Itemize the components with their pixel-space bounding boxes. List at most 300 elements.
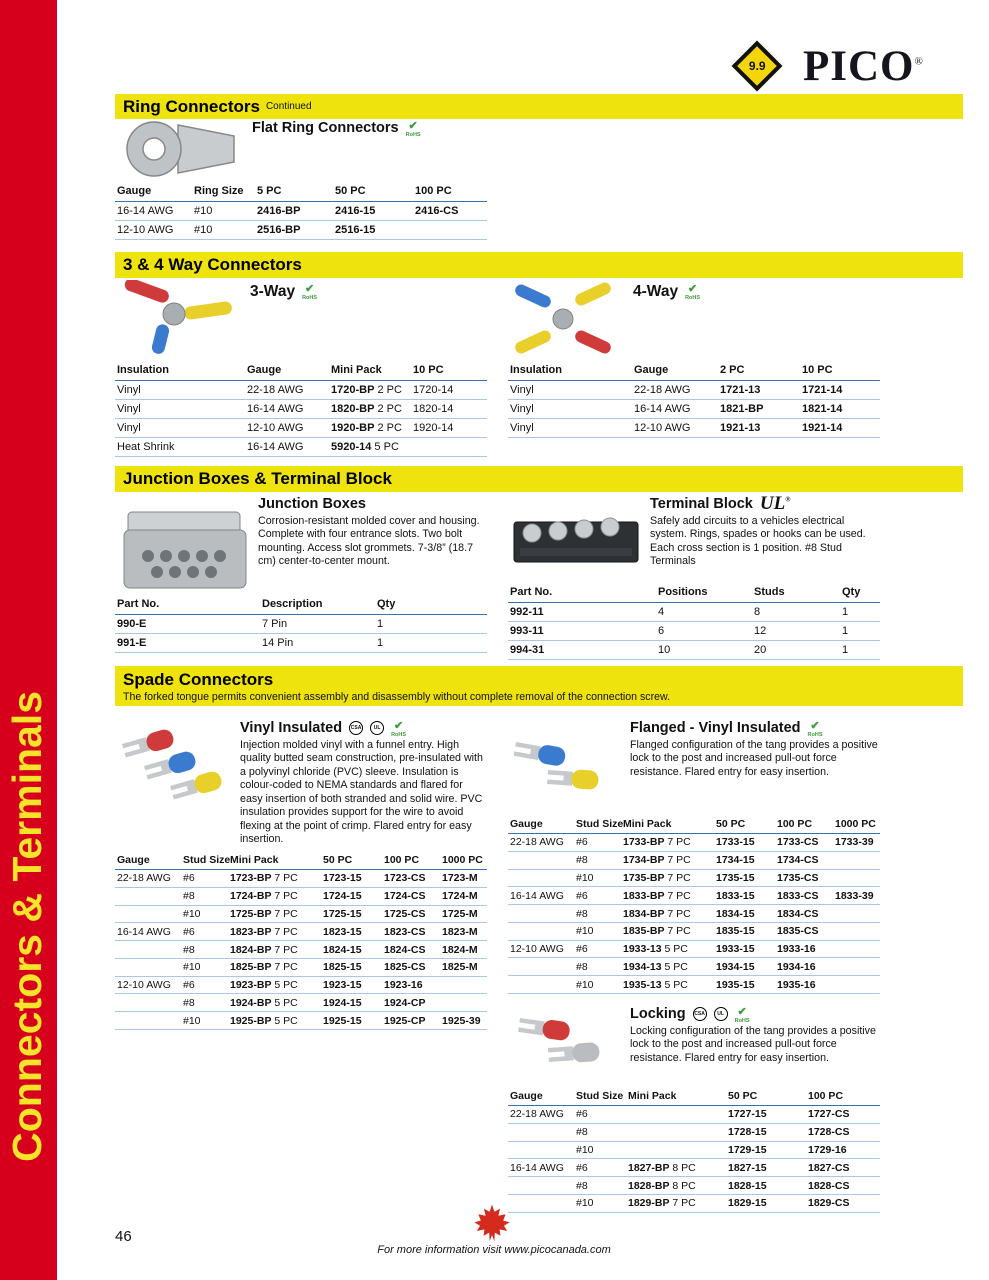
section-subtitle: The forked tongue permits convenient assembly and disassembly without complete removal of the connection screw. — [123, 691, 671, 703]
flat-ring-heading-row — [252, 120, 421, 139]
table-row — [115, 870, 487, 888]
flanged-heading-row — [630, 720, 823, 739]
table-cell: 1723-15 — [321, 870, 382, 888]
table-row — [508, 622, 880, 641]
table-cell: 1823-M — [440, 923, 487, 941]
table-row — [115, 221, 487, 240]
table-cell: 1920-14 — [411, 419, 487, 438]
column-header: Description — [260, 596, 375, 615]
table-row — [508, 381, 880, 400]
table-cell: 1725-CS — [382, 905, 440, 923]
ul-icon — [714, 1007, 728, 1021]
table-cell: #10 — [574, 976, 621, 994]
table-cell: 20 — [752, 641, 840, 660]
header-row — [115, 362, 487, 381]
table-cell: 1921-14 — [800, 419, 880, 438]
vinyl-spade-connectors-image — [118, 726, 238, 806]
table-cell: 1933-16 — [775, 940, 833, 958]
table-cell: #10 — [181, 958, 228, 976]
table-cell: #6 — [574, 1106, 626, 1124]
table-cell: 1835-15 — [714, 922, 775, 940]
table-cell: #6 — [574, 834, 621, 852]
flat-ring-table — [115, 183, 487, 240]
table-cell: 992-11 — [508, 603, 656, 622]
csa-icon — [349, 721, 363, 735]
table-cell: 1925-CP — [382, 1012, 440, 1030]
column-header: 2 PC — [718, 362, 800, 381]
table-row — [115, 958, 487, 976]
table-cell: #8 — [181, 887, 228, 905]
column-header: Stud Size — [574, 1088, 626, 1106]
vinyl-insulated-description: Injection molded vinyl with a funnel entry. High quality butted seam construction, pre-insulated with a polyvinyl chloride (PVC) sleeve. Insulation is colour-coded to NEMA standards and flared for easy insertion of both stranded and solid wire. PVC insulation provides support for the wire to avoid flexing at the point of crimp. Flared entry for easy insertion. — [240, 739, 483, 846]
table-cell: 1820-BP 2 PC — [329, 400, 411, 419]
table-cell: 1825-BP 7 PC — [228, 958, 321, 976]
table-cell: 22-18 AWG — [115, 870, 181, 888]
table-cell: 1828-15 — [726, 1177, 806, 1195]
table-cell: 12-10 AWG — [115, 976, 181, 994]
table-cell: #10 — [192, 221, 255, 240]
column-header: Studs — [752, 584, 840, 603]
column-header: 100 PC — [382, 852, 440, 870]
column-header: 50 PC — [321, 852, 382, 870]
section-banner-junction — [115, 466, 963, 492]
table-cell: 1723-CS — [382, 870, 440, 888]
table-cell: 16-14 AWG — [508, 887, 574, 905]
table-cell: 1933-13 5 PC — [621, 940, 714, 958]
column-header: Insulation — [115, 362, 245, 381]
table-row — [115, 1012, 487, 1030]
three-way-connector-image — [122, 280, 237, 358]
table-cell: 2516-BP — [255, 221, 333, 240]
table-row — [508, 869, 880, 887]
rohs-icon — [302, 284, 317, 302]
table-cell — [508, 1123, 574, 1141]
table-cell: 1 — [375, 615, 487, 634]
header-row — [508, 584, 880, 603]
table-cell: 1934-13 5 PC — [621, 958, 714, 976]
table-cell: 1827-15 — [726, 1159, 806, 1177]
table-cell — [626, 1123, 726, 1141]
ul-label: UL — [717, 1011, 724, 1017]
table-cell: 1729-16 — [806, 1141, 880, 1159]
sidebar-category-label: Connectors & Terminals — [4, 691, 50, 1162]
table-cell: 1825-15 — [321, 958, 382, 976]
column-header: Mini Pack — [626, 1088, 726, 1106]
four-way-heading-row — [633, 283, 700, 302]
table-cell: 991-E — [115, 634, 260, 653]
table-cell: 1825-M — [440, 958, 487, 976]
header-row — [508, 816, 880, 834]
section-banner-ring-connectors — [115, 94, 963, 119]
section-title: Ring Connectors — [123, 96, 260, 116]
rohs-icon — [808, 721, 823, 739]
header-row — [115, 596, 487, 615]
table-cell: 8 — [752, 603, 840, 622]
csa-label: CSA — [350, 725, 362, 731]
column-header: 100 PC — [775, 816, 833, 834]
table-row — [115, 634, 487, 653]
table-row — [508, 851, 880, 869]
check-icon: ✔ — [737, 1006, 747, 1018]
sidebar — [0, 0, 57, 1280]
table-row — [508, 905, 880, 923]
table-cell: 1820-14 — [411, 400, 487, 419]
table-cell — [833, 940, 880, 958]
table-cell: 10 — [656, 641, 752, 660]
table-row — [115, 976, 487, 994]
table-cell: 5920-14 5 PC — [329, 438, 411, 457]
table-row — [508, 958, 880, 976]
maple-leaf-icon — [470, 1203, 514, 1243]
table-cell: #6 — [574, 940, 621, 958]
table-cell: 1720-14 — [411, 381, 487, 400]
table-cell: 12-10 AWG — [508, 940, 574, 958]
junction-boxes-heading-row — [258, 496, 366, 512]
column-header: Ring Size — [192, 183, 255, 202]
table-cell: 12-10 AWG — [115, 221, 192, 240]
table-cell: 1825-CS — [382, 958, 440, 976]
table-cell: 1833-39 — [833, 887, 880, 905]
column-header: 50 PC — [714, 816, 775, 834]
table-row — [115, 438, 487, 457]
table-row — [115, 202, 487, 221]
table-cell — [115, 958, 181, 976]
column-header: 10 PC — [800, 362, 880, 381]
column-header: 1000 PC — [440, 852, 487, 870]
table-cell: Vinyl — [115, 381, 245, 400]
table-row — [508, 1123, 880, 1141]
table-cell: 1723-M — [440, 870, 487, 888]
column-header: 100 PC — [806, 1088, 880, 1106]
table-cell — [508, 905, 574, 923]
data-table — [508, 1088, 880, 1213]
table-cell — [411, 438, 487, 457]
table-cell: 1727-15 — [726, 1106, 806, 1124]
table-cell — [115, 941, 181, 959]
table-cell — [508, 1194, 574, 1212]
table-cell: 1829-CS — [806, 1194, 880, 1212]
table-row — [115, 887, 487, 905]
header-row — [115, 183, 487, 202]
table-cell — [508, 869, 574, 887]
table-row — [508, 1177, 880, 1195]
table-cell: 16-14 AWG — [508, 1159, 574, 1177]
table-cell: 2416-CS — [413, 202, 487, 221]
table-cell: 1824-BP 7 PC — [228, 941, 321, 959]
table-cell — [508, 958, 574, 976]
three-way-table — [115, 362, 487, 457]
terminal-block-heading-row — [650, 493, 791, 514]
table-row — [115, 941, 487, 959]
table-cell: 14 Pin — [260, 634, 375, 653]
table-cell — [508, 976, 574, 994]
table-cell — [508, 851, 574, 869]
data-table — [115, 596, 487, 653]
column-header: Gauge — [508, 816, 574, 834]
table-cell: 1720-BP 2 PC — [329, 381, 411, 400]
terminal-block-heading: Terminal Block — [650, 496, 753, 512]
table-cell: 1924-CP — [382, 994, 440, 1012]
vinyl-insulated-table — [115, 852, 487, 1030]
footer-note: For more information visit www.picocanada.com — [377, 1244, 611, 1256]
table-row — [508, 940, 880, 958]
table-cell: 993-11 — [508, 622, 656, 641]
table-cell: 1833-15 — [714, 887, 775, 905]
table-cell: Vinyl — [508, 381, 632, 400]
table-cell: #8 — [574, 905, 621, 923]
ul-label: UL — [373, 725, 381, 731]
table-row — [115, 923, 487, 941]
table-cell: 1721-13 — [718, 381, 800, 400]
section-title: 3 & 4 Way Connectors — [123, 255, 302, 274]
registered-mark: ® — [785, 495, 791, 504]
table-cell: 1834-BP 7 PC — [621, 905, 714, 923]
column-header: Mini Pack — [228, 852, 321, 870]
table-cell — [440, 976, 487, 994]
table-cell: Heat Shrink — [115, 438, 245, 457]
table-cell: 22-18 AWG — [508, 1106, 574, 1124]
table-cell: 1925-BP 5 PC — [228, 1012, 321, 1030]
column-header: 50 PC — [726, 1088, 806, 1106]
table-cell — [115, 1012, 181, 1030]
column-header: Gauge — [115, 852, 181, 870]
table-cell: 1733-BP 7 PC — [621, 834, 714, 852]
table-cell — [626, 1106, 726, 1124]
three-way-heading-row — [250, 283, 317, 302]
table-cell: #6 — [181, 923, 228, 941]
data-table — [115, 362, 487, 457]
table-cell: 6 — [656, 622, 752, 641]
table-cell: 1 — [840, 603, 880, 622]
column-header: Gauge — [632, 362, 718, 381]
check-icon: ✔ — [304, 283, 315, 295]
csa-icon — [693, 1007, 707, 1021]
locking-heading-row — [630, 1006, 750, 1025]
locking-description: Locking configuration of the tang provides a positive lock to the post and increased pull-out force resistance. Flared entry for easy insertion. — [630, 1025, 876, 1064]
table-cell: 1824-M — [440, 941, 487, 959]
locking-table — [508, 1088, 880, 1213]
table-cell: 1925-15 — [321, 1012, 382, 1030]
table-row — [508, 419, 880, 438]
column-header: Qty — [840, 584, 880, 603]
ul-mark-text: UL — [759, 493, 786, 514]
table-cell: 994-31 — [508, 641, 656, 660]
column-header: Gauge — [245, 362, 329, 381]
table-row — [508, 976, 880, 994]
table-cell: #10 — [574, 1194, 626, 1212]
table-cell: Vinyl — [115, 419, 245, 438]
table-cell: 12-10 AWG — [632, 419, 718, 438]
table-cell: 1 — [375, 634, 487, 653]
table-cell: 16-14 AWG — [632, 400, 718, 419]
table-row — [508, 887, 880, 905]
rohs-label: RoHS — [734, 1018, 750, 1024]
column-header: Mini Pack — [329, 362, 411, 381]
table-cell: 1724-M — [440, 887, 487, 905]
data-table — [508, 362, 880, 438]
table-cell: 1935-13 5 PC — [621, 976, 714, 994]
table-row — [508, 834, 880, 852]
data-table — [508, 584, 880, 660]
table-row — [508, 922, 880, 940]
table-cell — [626, 1141, 726, 1159]
column-header: Stud Size — [574, 816, 621, 834]
vinyl-insulated-heading-row — [240, 720, 406, 739]
brand-name-text: PICO — [803, 42, 915, 90]
table-cell: Vinyl — [115, 400, 245, 419]
table-cell: 1824-15 — [321, 941, 382, 959]
table-cell: 1733-39 — [833, 834, 880, 852]
table-cell: 2516-15 — [333, 221, 413, 240]
table-cell: 1824-CS — [382, 941, 440, 959]
table-cell: 1724-15 — [321, 887, 382, 905]
table-cell: 1834-CS — [775, 905, 833, 923]
rohs-label: RoHS — [685, 295, 701, 301]
table-cell: 1934-15 — [714, 958, 775, 976]
terminal-block-description: Safely add circuits to a vehicles electrical system. Rings, spades or hooks can be used. Each cross section is 1 position. #8 Stud Terminals — [650, 515, 866, 568]
table-cell: #10 — [574, 869, 621, 887]
table-cell — [115, 887, 181, 905]
table-cell: 1 — [840, 622, 880, 641]
section-title: Junction Boxes & Terminal Block — [123, 469, 392, 488]
column-header: 10 PC — [411, 362, 487, 381]
table-cell — [413, 221, 487, 240]
column-header: 50 PC — [333, 183, 413, 202]
table-cell: 2416-15 — [333, 202, 413, 221]
table-cell: 1833-BP 7 PC — [621, 887, 714, 905]
table-row — [115, 994, 487, 1012]
table-cell: 1725-15 — [321, 905, 382, 923]
check-icon: ✔ — [408, 120, 418, 132]
table-cell: 1924-15 — [321, 994, 382, 1012]
table-cell: #10 — [181, 905, 228, 923]
table-cell: 1925-39 — [440, 1012, 487, 1030]
table-cell: 12-10 AWG — [245, 419, 329, 438]
check-icon: ✔ — [810, 720, 820, 732]
rohs-label: RoHS — [302, 295, 318, 301]
table-cell: 22-18 AWG — [508, 834, 574, 852]
table-cell: 4 — [656, 603, 752, 622]
section-note: Continued — [265, 101, 312, 112]
table-cell: 1733-CS — [775, 834, 833, 852]
table-cell: 1821-14 — [800, 400, 880, 419]
table-cell: #8 — [574, 958, 621, 976]
table-cell: #6 — [181, 870, 228, 888]
table-cell: #8 — [574, 851, 621, 869]
table-row — [115, 381, 487, 400]
table-row — [115, 419, 487, 438]
table-cell: #8 — [181, 941, 228, 959]
column-header: Positions — [656, 584, 752, 603]
check-icon: ✔ — [687, 283, 698, 295]
column-header: 100 PC — [413, 183, 487, 202]
table-cell: 1829-15 — [726, 1194, 806, 1212]
table-cell: 22-18 AWG — [245, 381, 329, 400]
table-cell: Vinyl — [508, 419, 632, 438]
flat-ring-connector-image — [120, 116, 242, 182]
table-cell: 1828-BP 8 PC — [626, 1177, 726, 1195]
column-header: Qty — [375, 596, 487, 615]
table-cell: 1829-BP 7 PC — [626, 1194, 726, 1212]
table-cell: 16-14 AWG — [245, 400, 329, 419]
table-cell: 1835-BP 7 PC — [621, 922, 714, 940]
table-row — [115, 905, 487, 923]
csa-label: CSA — [694, 1011, 705, 1017]
table-cell: #10 — [574, 922, 621, 940]
table-cell — [440, 994, 487, 1012]
junction-boxes-description: Corrosion-resistant molded cover and housing. Complete with four entrance slots. Two bolt mounting. Access slot grommets. 7-3/8” (18.7 cm) center-to-center mount. — [258, 515, 480, 568]
table-cell: 1734-15 — [714, 851, 775, 869]
section-banner-3-4-way — [115, 252, 963, 278]
flat-ring-heading: Flat Ring Connectors — [252, 120, 399, 136]
table-cell: 1935-15 — [714, 976, 775, 994]
locking-heading: Locking — [630, 1006, 686, 1022]
page-number: 46 — [115, 1228, 132, 1245]
terminal-block-table — [508, 584, 880, 660]
column-header: Gauge — [508, 1088, 574, 1106]
table-cell: 1721-14 — [800, 381, 880, 400]
table-cell: 1724-CS — [382, 887, 440, 905]
table-cell: 1923-15 — [321, 976, 382, 994]
column-header: Insulation — [508, 362, 632, 381]
table-cell — [833, 905, 880, 923]
table-cell: 1935-16 — [775, 976, 833, 994]
table-cell: 1727-CS — [806, 1106, 880, 1124]
flanged-description: Flanged configuration of the tang provides a positive lock to the post and increased pull-out force resistance. Flared entry for easy insertion. — [630, 739, 878, 778]
table-row — [508, 400, 880, 419]
table-cell: 1734-BP 7 PC — [621, 851, 714, 869]
column-header: Stud Size — [181, 852, 228, 870]
table-cell: 1723-BP 7 PC — [228, 870, 321, 888]
table-cell: 1724-BP 7 PC — [228, 887, 321, 905]
check-icon: ✔ — [393, 720, 404, 732]
table-cell: #6 — [574, 1159, 626, 1177]
table-cell — [508, 1141, 574, 1159]
table-row — [508, 603, 880, 622]
table-cell: 1823-BP 7 PC — [228, 923, 321, 941]
table-cell: 1827-CS — [806, 1159, 880, 1177]
table-cell: 16-14 AWG — [245, 438, 329, 457]
flanged-spade-connectors-image — [508, 726, 626, 806]
table-cell: 1823-15 — [321, 923, 382, 941]
ul-mark-icon — [760, 494, 791, 513]
vinyl-insulated-heading: Vinyl Insulated — [240, 720, 343, 736]
column-header: Mini Pack — [621, 816, 714, 834]
table-cell — [508, 1177, 574, 1195]
brand-logo — [731, 40, 924, 92]
table-cell: 1920-BP 2 PC — [329, 419, 411, 438]
brand-name — [803, 42, 924, 90]
table-cell: 1828-CS — [806, 1177, 880, 1195]
junction-boxes-heading: Junction Boxes — [258, 496, 366, 512]
table-row — [508, 1141, 880, 1159]
column-header: Part No. — [115, 596, 260, 615]
table-cell: 1 — [840, 641, 880, 660]
table-cell: 1835-CS — [775, 922, 833, 940]
table-cell: 1734-CS — [775, 851, 833, 869]
pico-diamond-icon — [732, 41, 783, 92]
table-row — [508, 641, 880, 660]
rohs-label: RoHS — [405, 132, 421, 138]
table-row — [115, 400, 487, 419]
table-cell: #8 — [574, 1177, 626, 1195]
table-cell: Vinyl — [508, 400, 632, 419]
data-table — [508, 816, 880, 994]
table-cell: 2416-BP — [255, 202, 333, 221]
data-table — [115, 183, 487, 240]
table-cell: 1827-BP 8 PC — [626, 1159, 726, 1177]
table-cell: #10 — [181, 1012, 228, 1030]
